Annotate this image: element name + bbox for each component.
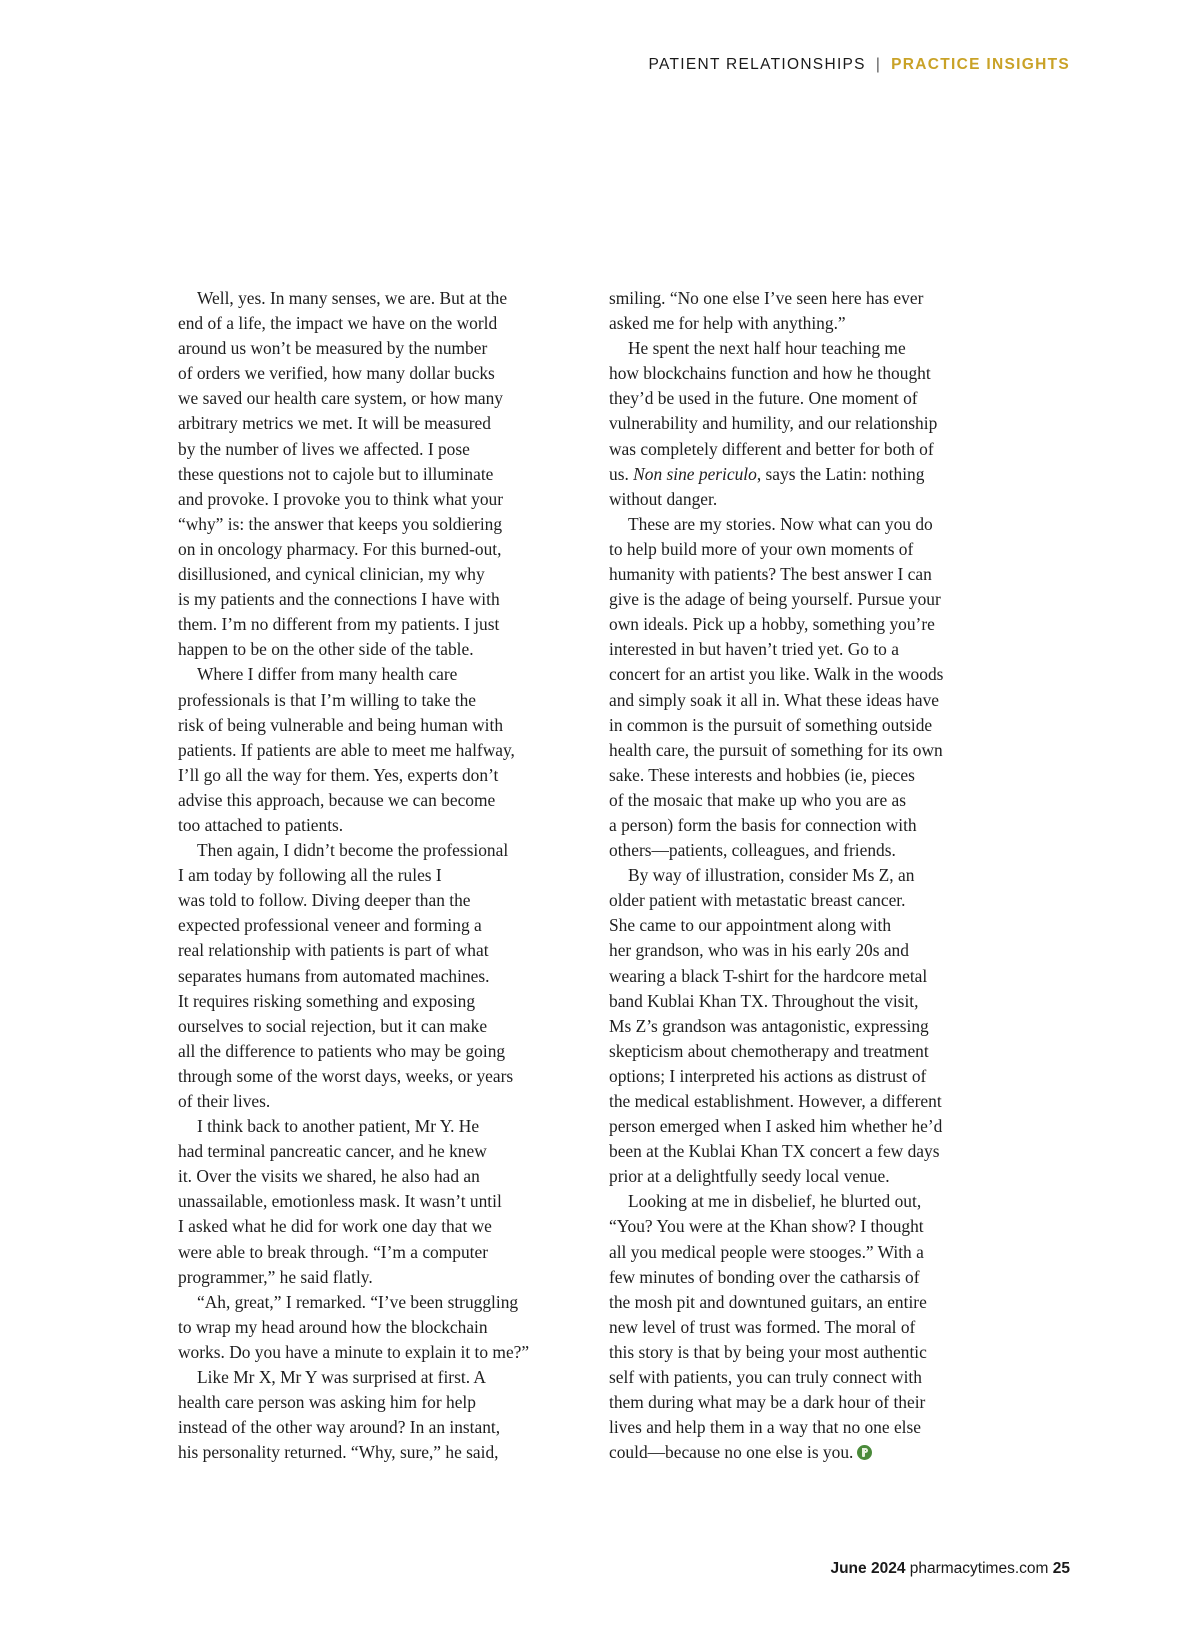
article-right-column (609, 286, 1009, 1465)
article-paragraph: By way of illustration, consider Ms Z, an older patient with metastatic breast cancer. She came to our appointment along with her grandson, who was in his early 20s and wearing a black T-shirt for the hardcore metal band Kublai Khan TX. Throughout the visit, Ms Z’s grandson was antagonistic, expressing skepticism about chemotherapy and treatment options; I interpreted his actions as distrust of the medical establishment. However, a different person emerged when I asked him whether he’d been at the Kublai Khan TX concert a few days prior at a delightfully seedy local venue. (609, 865, 943, 1187)
header-section: PRACTICE INSIGHTS (891, 56, 1070, 73)
page-footer (830, 1560, 1070, 1578)
page-number: 25 (1052, 1560, 1070, 1577)
article-paragraph: Well, yes. In many senses, we are. But at the end of a life, the impact we have on the world around us won’t be measured by the number of orders we verified, how many dollar bucks we saved our health care system, or how many arbitrary metrics we met. It will be measured by the number of lives we affected. I pose these questions not to cajole but to illuminate and provoke. I provoke you to think what your “why” is: the answer that keeps you soldiering on in oncology pharmacy. For this burned-out, disillusioned, and cynical clinician, my why is my patients and the connections I have with them. I’m no different from my patients. I just happen to be on the other side of the table. (178, 288, 508, 660)
article-paragraph (609, 336, 1009, 512)
article-paragraph: Then again, I didn’t become the professional I am today by following all the rules I was told to follow. Diving deeper than the expected professional veneer and forming a real relationship with patients is part of what separates humans from automated machines. It requires risking something and exposing ourselves to social rejection, but it can make all the difference to patients who may be going through some of the worst days, weeks, or years of their lives. (178, 840, 514, 1111)
header-category: PATIENT RELATIONSHIPS (648, 56, 866, 73)
latin-phrase: Non sine periculo (633, 463, 757, 484)
article-paragraph-continued: smiling. “No one else I’ve seen here has ever asked me for help with anything.” (609, 288, 924, 334)
article-paragraph: These are my stories. Now what can you do to help build more of your own moments of humanity with patients? The best answer I can give is the adage of being yourself. Pursue your own ideals. Pick up a hobby, something you’re interested in but haven’t tried yet. Go to a concert for an artist you like. Walk in the woods and simply soak it all in. What these ideas have in common is the pursuit of something outside health care, the pursuit of something for its own sake. These interests and hobbies (ie, pieces of the mosaic that make up who you are as a person) form the basis for connection with others—patients, colleagues, and friends. (609, 513, 944, 861)
article-paragraph-final (609, 1189, 1009, 1465)
website-url: pharmacytimes.com (909, 1560, 1049, 1577)
publication-end-mark-icon (857, 1445, 872, 1460)
article-paragraph: Like Mr X, Mr Y was surprised at first. A health care person was asking him for help instead of the other way around? In an instant, his personality returned. “Why, sure,” he said, (178, 1367, 501, 1463)
article-left-column (178, 286, 573, 1465)
paragraph-text: , says the Latin: nothing without danger. (609, 463, 925, 509)
paragraph-text: Looking at me in disbelief, he blurted out, “You? You were at the Khan show? I thought all you medical people were stooges.” With a few minutes of bonding over the catharsis of the mosh pit and downtuned guitars, an entire new level of trust was formed. The moral of this story is that by being your most authentic self with patients, you can truly connect with them during what may be a dark hour of their lives and help them in a way that no one else could—because no one else is you. (609, 1191, 927, 1463)
article-paragraph: I think back to another patient, Mr Y. He had terminal pancreatic cancer, and he knew it. Over the visits we shared, he also had an unassailable, emotionless mask. It wasn’t until I asked what he did for work one day that we were able to break through. “I’m a computer programmer,” he said flatly. (178, 1116, 502, 1287)
header-separator: | (875, 56, 882, 73)
article-paragraph: Where I differ from many health care professionals is that I’m willing to take the risk of being vulnerable and being human with patients. If patients are able to meet me halfway, I’ll go all the way for them. Yes, experts don’t advise this approach, because we can become too attached to patients. (178, 664, 515, 835)
paragraph-text: He spent the next half hour teaching me how blockchains function and how he thought they’d be used in the future. One moment of vulnerability and humility, and our relationship was completely different and better for both of us. (609, 338, 938, 484)
running-header (648, 56, 1070, 74)
article-paragraph: “Ah, great,” I remarked. “I’ve been struggling to wrap my head around how the blockchain works. Do you have a minute to explain it to me?” (178, 1291, 530, 1362)
issue-date: June 2024 (830, 1560, 906, 1577)
